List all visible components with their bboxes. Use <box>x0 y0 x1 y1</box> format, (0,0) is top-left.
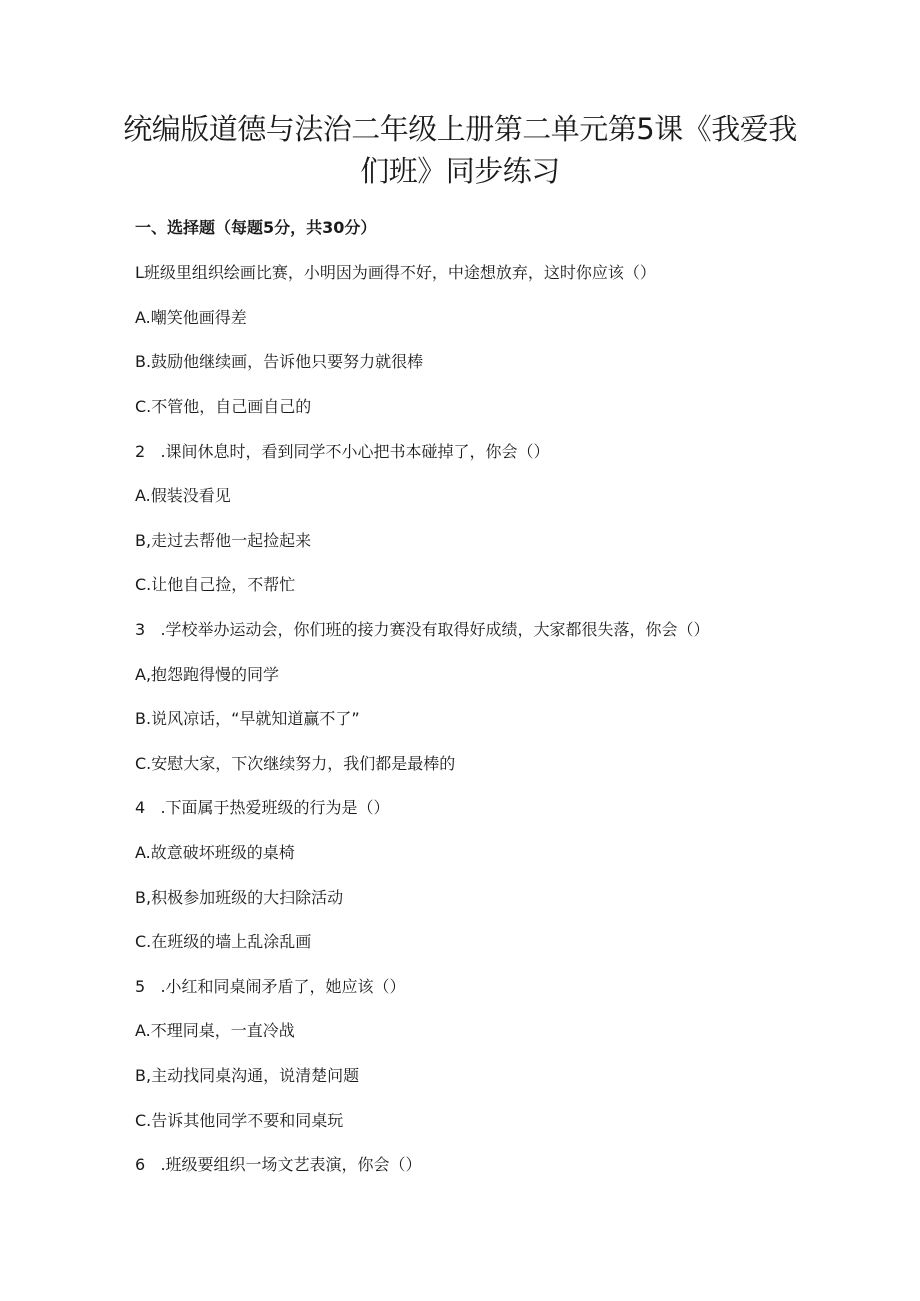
question-5-option-a: A.不理同桌，一直冷战 <box>135 1021 295 1040</box>
question-3-option-c: C.安慰大家，下次继续努力，我们都是最棒的 <box>135 754 456 773</box>
question-5-option-c: C.告诉其他同学不要和同桌玩 <box>135 1111 344 1130</box>
question-3-option-a: A,抱怨跑得慢的同学 <box>135 665 280 684</box>
question-4-option-b: B,积极参加班级的大扫除活动 <box>135 888 344 907</box>
question-3-option-b: B.说风凉话，“早就知道赢不了” <box>135 709 360 728</box>
question-4-option-a: A.故意破坏班级的桌椅 <box>135 843 295 862</box>
question-1: L班级里组织绘画比赛，小明因为画得不好，中途想放弃，这时你应该（） <box>135 263 656 282</box>
question-6: 6 .班级要组织一场文艺表演，你会（） <box>135 1155 422 1174</box>
question-2-option-a: A.假装没看见 <box>135 486 231 505</box>
question-2: 2 .课间休息时，看到同学不小心把书本碰掉了，你会（） <box>135 442 550 461</box>
question-1-option-a: A.嘲笑他画得差 <box>135 308 247 327</box>
question-2-option-c: C.让他自己捡，不帮忙 <box>135 575 296 594</box>
document-title <box>110 108 810 192</box>
title-line-1: 统编版道德与法治二年级上册第二单元第5课《我爱我 <box>123 112 797 146</box>
question-2-option-b: B,走过去帮他一起捡起来 <box>135 531 312 550</box>
question-1-option-b: B.鼓励他继续画，告诉他只要努力就很棒 <box>135 352 424 371</box>
question-5: 5 .小红和同桌闹矛盾了，她应该（） <box>135 977 406 996</box>
question-4: 4 .下面属于热爱班级的行为是（） <box>135 798 390 817</box>
title-line-2: 们班》同步练习 <box>360 154 560 188</box>
question-3: 3 .学校举办运动会，你们班的接力赛没有取得好成绩，大家都很失落，你会（） <box>135 620 710 639</box>
question-1-option-c: C.不管他，自己画自己的 <box>135 397 312 416</box>
question-5-option-b: B,主动找同桌沟通，说清楚问题 <box>135 1066 360 1085</box>
question-4-option-c: C.在班级的墙上乱涂乱画 <box>135 932 312 951</box>
section-heading: 一、选择题（每题5分，共30分） <box>135 218 377 237</box>
